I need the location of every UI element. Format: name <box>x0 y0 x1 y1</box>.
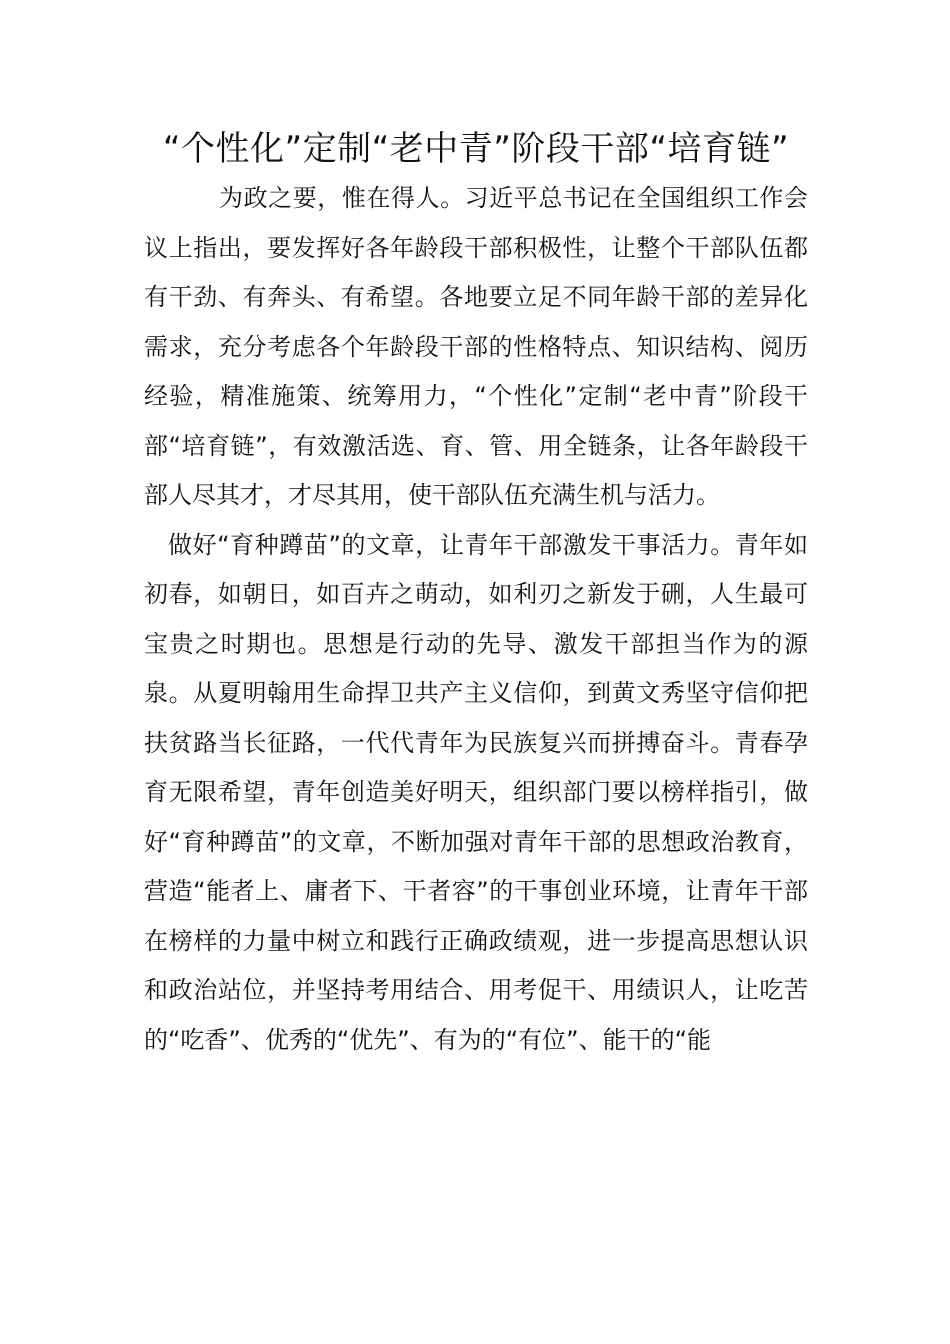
body-paragraph-2: 做好“育种蹲苗”的文章，让青年干部激发干事活力。青年如初春，如朝日，如百卉之萌动，如利刃之新发于硎，人生最可宝贵之时期也。思想是行动的先导、激发干部担当作为的源泉。从夏明翰用生命捍卫共产主义信仰，到黄文秀坚守信仰把扶贫路当长征路，一代代青年为民族复兴而拼搏奋斗。青春孕育无限希望，青年创造美好明天，组织部门要以榜样指引，做好“育种蹲苗”的文章，不断加强对青年干部的思想政治教育，营造“能者上、庸者下、干者容”的干事创业环境，让青年干部在榜样的力量中树立和践行正确政绩观，进一步提高思想认识和政治站位，并坚持考用结合、用考促干、用绩识人，让吃苦的“吃香”、优秀的“优先”、有为的“有位”、能干的“能 <box>144 530 808 1054</box>
document-title: “个性化”定制“老中青”阶段干部“培育链” <box>162 129 790 169</box>
body-paragraph-1: 为政之要，惟在得人。习近平总书记在全国组织工作会议上指出，要发挥好各年龄段干部积极性，让整个干部队伍都有干劲、有奔头、有希望。各地要立足不同年龄干部的差异化需求，充分考虑各个年龄段干部的性格特点、知识结构、阅历经验，精准施策、统筹用力，“个性化”定制“老中青”阶段干部“培育链”，有效激活选、育、管、用全链条，让各年龄段干部人尽其才，才尽其用，使干部队伍充满生机与活力。 <box>144 184 808 509</box>
document-page <box>144 124 808 1065</box>
